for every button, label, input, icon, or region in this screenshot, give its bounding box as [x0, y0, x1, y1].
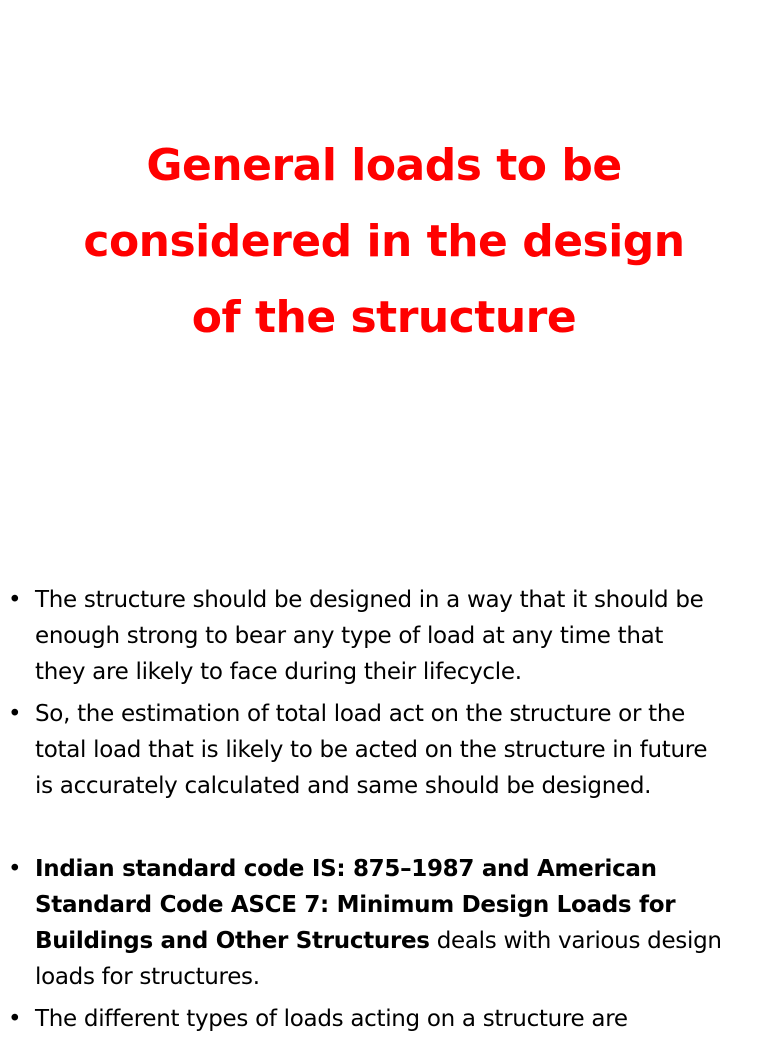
- word: Minimum: [336, 892, 454, 918]
- bullet-1-line-1: The structure should be designed in a way that it should be: [35, 587, 704, 613]
- word: ASCE: [230, 892, 297, 918]
- word: 875–1987: [352, 856, 475, 882]
- word: Loads: [556, 892, 632, 918]
- bullet-item-2: [0, 696, 758, 804]
- word: IS:: [311, 856, 346, 882]
- word: 7:: [304, 892, 329, 918]
- title-line-1: General loads to be: [146, 140, 622, 191]
- bullet-dot-icon: •: [8, 587, 22, 613]
- title-line-2: considered in the design: [83, 216, 685, 267]
- word: and American: [481, 856, 657, 882]
- word: standard: [122, 856, 237, 882]
- bullet-item-3: [0, 851, 758, 995]
- word: Design: [461, 892, 549, 918]
- bold-phrase: Buildings and Other Structures: [35, 928, 430, 954]
- bullet-2-line-2: total load that is likely to be acted on the structure in future: [35, 737, 708, 763]
- bullet-1-line-2: [35, 618, 758, 654]
- normal-phrase: deals with various design: [436, 928, 722, 954]
- bullet-2-line-3: is accurately calculated and same should be designed.: [35, 773, 652, 799]
- bullet-3-line-2: [35, 887, 758, 923]
- bullet-list: [0, 582, 768, 1037]
- bullet-3-line-1: [35, 851, 758, 887]
- word: for: [639, 892, 676, 918]
- bullet-4-line-1: The different types of loads acting on a structure are: [35, 1006, 628, 1032]
- bullet-2-line-1: So, the estimation of total load act on the structure or the: [35, 701, 685, 727]
- bullet-dot-icon: •: [8, 701, 22, 727]
- bullet-3-line-4: loads for structures.: [35, 964, 260, 990]
- bullet-1-line-2-text: enough strong to bear any type of load at any time that: [35, 623, 664, 649]
- title-line-3: of the structure: [191, 292, 577, 343]
- bullet-3-line-3: [35, 923, 758, 959]
- word: Code: [159, 892, 224, 918]
- word: Indian: [35, 856, 115, 882]
- bullet-dot-icon: •: [8, 856, 22, 882]
- bullet-dot-icon: •: [8, 1006, 22, 1032]
- slide-title: [0, 128, 768, 356]
- word: Standard: [35, 892, 152, 918]
- bullet-1-line-3: they are likely to face during their lifecycle.: [35, 659, 522, 685]
- word: code: [243, 856, 305, 882]
- bullet-item-4: [0, 1001, 758, 1037]
- bullet-item-1: [0, 582, 758, 690]
